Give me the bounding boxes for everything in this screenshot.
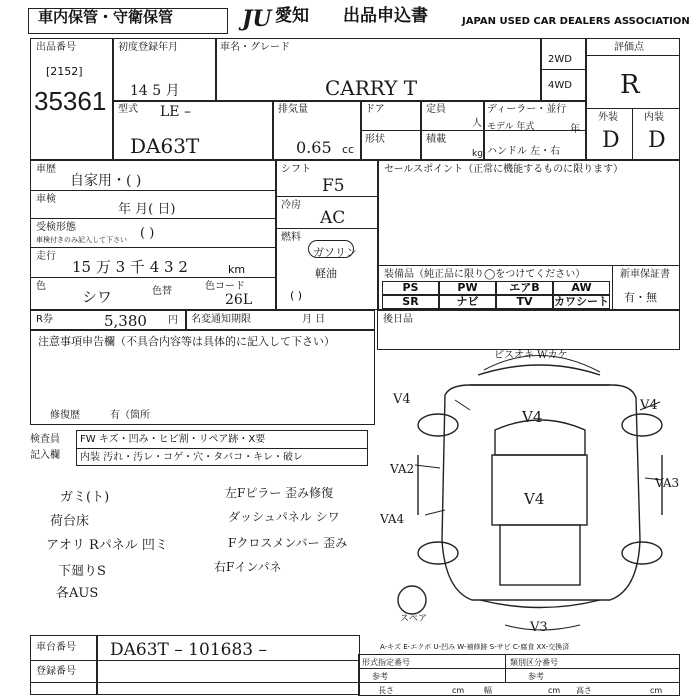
chassis-label: 車台番号: [36, 642, 76, 653]
int-value: D: [648, 128, 666, 153]
ref-label-2: 参考: [528, 672, 544, 681]
recycle-unit: 円: [168, 315, 178, 326]
color-change-label: 色替: [152, 286, 172, 297]
inspector-label1: 検査員: [30, 434, 60, 445]
model-prefix: LE –: [160, 104, 191, 120]
receipt-value: ( ): [140, 226, 155, 241]
mileage-label: 走行: [36, 251, 56, 262]
color-code-value: 26L: [225, 292, 253, 308]
equipment-item: PW: [439, 281, 496, 295]
spec2-label: 類別区分番号: [510, 658, 558, 667]
engine-label: 排気量: [278, 104, 308, 115]
handwritten-note-left: ガミ(ト): [60, 490, 110, 505]
ref-label-1: 参考: [372, 672, 388, 681]
tax-value: 月 日: [302, 314, 326, 325]
load-unit: kg: [472, 149, 483, 159]
cm-3: cm: [650, 686, 663, 695]
hei-label: 高さ: [576, 686, 592, 695]
diagram-mark-v4-bed: V4: [524, 490, 545, 508]
model-value: DA63T: [130, 134, 200, 158]
int-label: 内装: [644, 112, 664, 123]
capacity-unit: 人: [472, 118, 482, 129]
handle-label: ハンドル 左・右: [487, 146, 561, 157]
chassis-value: DA63T – 101683 –: [110, 640, 267, 660]
engine-value: 0.65: [296, 138, 332, 157]
fuel-diesel: 軽油: [315, 267, 337, 280]
spare-label: スペア: [400, 614, 428, 624]
inspection-value: 年 月( 日): [118, 202, 176, 217]
shift-value: F5: [322, 176, 345, 196]
diagram-mark-v3: V3: [530, 620, 548, 635]
diagram-mark-top: ピスオキ Wカケ: [494, 350, 568, 361]
color-label: 色: [36, 281, 46, 292]
diagram-mark-va4: VA4: [380, 512, 405, 526]
diagram-mark-v4-left: V4: [393, 392, 411, 407]
diagram-mark-va3: VA3: [655, 476, 680, 490]
equipment-item: カワシート: [554, 295, 609, 308]
inspection-label: 車検: [36, 194, 56, 205]
registration-label: 登録番号: [36, 666, 76, 677]
history-value: 自家用・( ): [70, 173, 142, 189]
color-code-label: 色コード: [205, 281, 245, 292]
inspector-label2: 記入欄: [30, 450, 60, 461]
lot-label: 出品番号: [36, 42, 76, 53]
sales-point-label: セールスポイント（正常に機能するものに限ります）: [384, 164, 624, 175]
handwritten-note-right: 右Fインパネ: [214, 560, 282, 574]
rear-seat-label: 後日品: [383, 314, 413, 325]
grade-label: 評価点: [614, 42, 644, 53]
fuel-paren: ( ): [290, 289, 303, 302]
reg-value: 14 5 月: [130, 83, 180, 99]
form-title: 出品申込書: [343, 6, 428, 26]
engine-unit: cc: [342, 143, 355, 156]
handwritten-note-right: ダッシュパネル シワ: [228, 510, 340, 524]
cm-1: cm: [452, 686, 465, 695]
year-unit: 年: [570, 124, 580, 135]
car-name-value: CARRY T: [325, 76, 418, 100]
drive-4wd: 4WD: [548, 80, 572, 91]
dealer-label: ディーラー・並行: [487, 104, 567, 115]
handwritten-note-right: Fクロスメンバー 歪み: [228, 536, 348, 550]
inspector-row1: FW キズ・凹み・ヒビ割・リペア跡・X要: [80, 434, 266, 445]
shape-label: 形状: [365, 134, 385, 145]
cm-2: cm: [548, 686, 561, 695]
equipment-label: 装備品（純正品に限り◯をつけてください）: [384, 269, 586, 280]
drive-2wd: 2WD: [548, 54, 572, 65]
receipt-label: 受検形態: [36, 222, 76, 233]
load-label: 積載: [426, 134, 446, 145]
equipment-item: AW: [553, 281, 610, 295]
color-value: シワ: [82, 288, 113, 306]
org-name: 愛知: [275, 6, 309, 26]
equipment-item: エアB: [496, 281, 553, 295]
mileage-value: 15 万 3 千 4 3 2: [72, 258, 188, 276]
aircon-label: 冷房: [281, 200, 301, 211]
recycle-label: R券: [36, 314, 53, 325]
repair-value: 有（箇所: [110, 410, 150, 421]
recycle-value: 5,380: [104, 312, 147, 330]
spec1-label: 形式指定番号: [362, 658, 410, 667]
history-label: 車歴: [36, 164, 56, 175]
equipment-item: SR: [382, 295, 439, 309]
car-name-label: 車名・グレード: [220, 42, 290, 53]
wid-label: 幅: [484, 686, 492, 695]
ext-value: D: [602, 128, 620, 153]
warranty-value: 有・無: [624, 291, 657, 304]
receipt-note: 車検付きのみ記入して下さい: [36, 236, 127, 244]
diagram-mark-v4-center: V4: [522, 408, 543, 426]
inspector-row2: 内装 汚れ・汚レ・コゲ・穴・タバコ・キレ・破レ: [80, 452, 303, 463]
fuel-gas: ガソリン: [313, 246, 357, 259]
handwritten-note-left: 荷台床: [50, 514, 90, 529]
mileage-unit: km: [228, 263, 246, 276]
equipment-item: ナビ: [439, 295, 496, 309]
ju-logo: JU: [242, 6, 272, 32]
equipment-item: PS: [382, 281, 439, 295]
handwritten-note-left: アオリ Rパネル 凹ミ: [46, 538, 168, 553]
len-label: 長さ: [378, 686, 394, 695]
reg-label: 初度登録年月: [118, 42, 178, 53]
handwritten-note-left: 下廻りS: [58, 564, 106, 579]
aircon-value: AC: [320, 208, 346, 228]
handwritten-note-right: 左Fピラー 歪み修復: [225, 486, 334, 500]
storage-title: 車内保管・守衛保管: [38, 8, 174, 26]
warranty-label: 新車保証書: [620, 269, 670, 280]
association-name: JAPAN USED CAR DEALERS ASSOCIATION: [462, 16, 690, 27]
capacity-label: 定員: [426, 104, 446, 115]
repair-label: 修復歴: [50, 410, 80, 421]
grade-value: R: [620, 70, 640, 100]
diagram-mark-v4-right: V4: [640, 398, 658, 413]
fuel-label: 燃料: [281, 232, 301, 243]
doors-label: ドア: [365, 104, 385, 115]
lot-sub: [2152]: [46, 65, 83, 78]
diagram-mark-va2: VA2: [390, 462, 415, 476]
handwritten-note-left: 各AUS: [56, 586, 99, 601]
model-label: 型式: [118, 104, 138, 115]
ext-label: 外装: [598, 112, 618, 123]
shift-label: シフト: [281, 164, 311, 175]
model-year-label: モデル 年式: [487, 122, 535, 132]
equipment-item: TV: [496, 295, 553, 309]
notes-label: 注意事項申告欄（不具合内容等は具体的に記入して下さい）: [38, 335, 335, 348]
tax-label: 名変通知期限: [191, 314, 251, 325]
lot-number: 35361: [34, 86, 107, 116]
damage-legend: A-キズ E-エクボ U-凹み W-補修跡 S-サビ C-腐食 XX-交換済: [380, 643, 570, 651]
